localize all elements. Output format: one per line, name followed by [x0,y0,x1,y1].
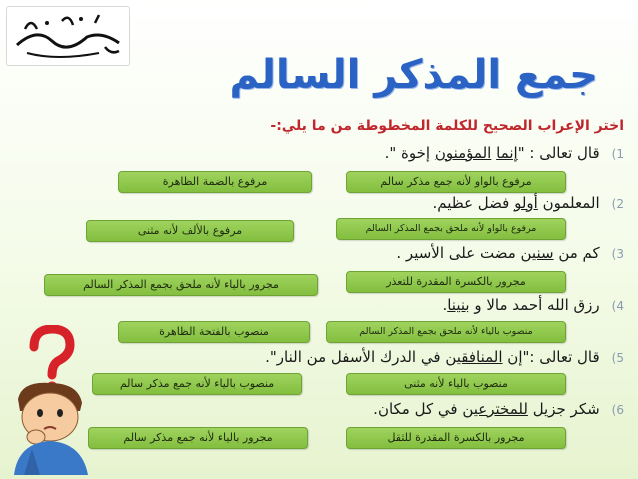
thinking-boy-icon [4,325,96,475]
instruction-text: اختر الإعراب الصحيح للكلمة المخطوطة من ما يلي:- [270,118,624,134]
option-2-left[interactable]: مرفوع بالألف لأنه مثنى [86,220,294,242]
target-word-1a: إنما [496,144,518,162]
question-1: 1)قال تعالى : "إنما المؤمنون إخوة ". [384,144,624,162]
option-4-left[interactable]: منصوب بالفتحة الظاهرة [118,321,310,343]
question-number: 1) [611,147,624,161]
question-number: 4) [611,299,624,313]
question-4: 4)رزق الله أحمد مالا و بنينا. [442,296,624,314]
option-3-left[interactable]: مجرور بالياء لأنه ملحق بجمع المذكر السالم [44,274,318,296]
question-number: 2) [611,197,624,211]
option-1-left[interactable]: مرفوع بالضمة الظاهرة [118,171,312,193]
target-word-6: للمخترعين [462,400,528,418]
option-5-left[interactable]: منصوب بالياء لأنه جمع مذكر سالم [92,373,302,395]
question-number: 6) [611,403,624,417]
option-3-right[interactable]: مجرور بالكسرة المقدرة للتعذر [346,271,566,293]
thinking-boy-question-mark-icon [4,325,96,475]
calligraphy-logo [6,6,130,66]
question-3: 3)كم من سنين مضت على الأسير . [396,244,624,262]
option-6-left[interactable]: مجرور بالياء لأنه جمع مذكر سالم [88,427,308,449]
option-2-right[interactable]: مرفوع بالواو لأنه ملحق بجمع المذكر السالم [336,218,566,240]
option-6-right[interactable]: مجرور بالكسرة المقدرة للثقل [346,427,566,449]
question-2: 2)المعلمون أولو فضل عظيم. [432,194,624,212]
page-title: جمع المذكر السالم [229,52,598,98]
target-word-1b: المؤمنون [434,144,492,162]
option-4-right[interactable]: منصوب بالياء لأنه ملحق بجمع المذكر السالم [326,321,566,343]
option-1-right[interactable]: مرفوع بالواو لأنه جمع مذكر سالم [346,171,566,193]
question-number: 3) [611,247,624,261]
question-6: 6)شكر جزيل للمخترعين في كل مكان. [373,400,624,418]
question-number: 5) [611,351,624,365]
target-word-4: بنينا [447,296,470,314]
option-5-right[interactable]: منصوب بالياء لأنه مثنى [346,373,566,395]
target-word-3: سنين [520,244,554,262]
target-word-2: أولو [514,194,538,212]
target-word-5: المنافقين [445,348,503,366]
calligraphy-logo-icon [7,7,129,65]
question-5: 5)قال تعالى :"إن المنافقين في الدرك الأسفل من النار". [265,348,624,366]
